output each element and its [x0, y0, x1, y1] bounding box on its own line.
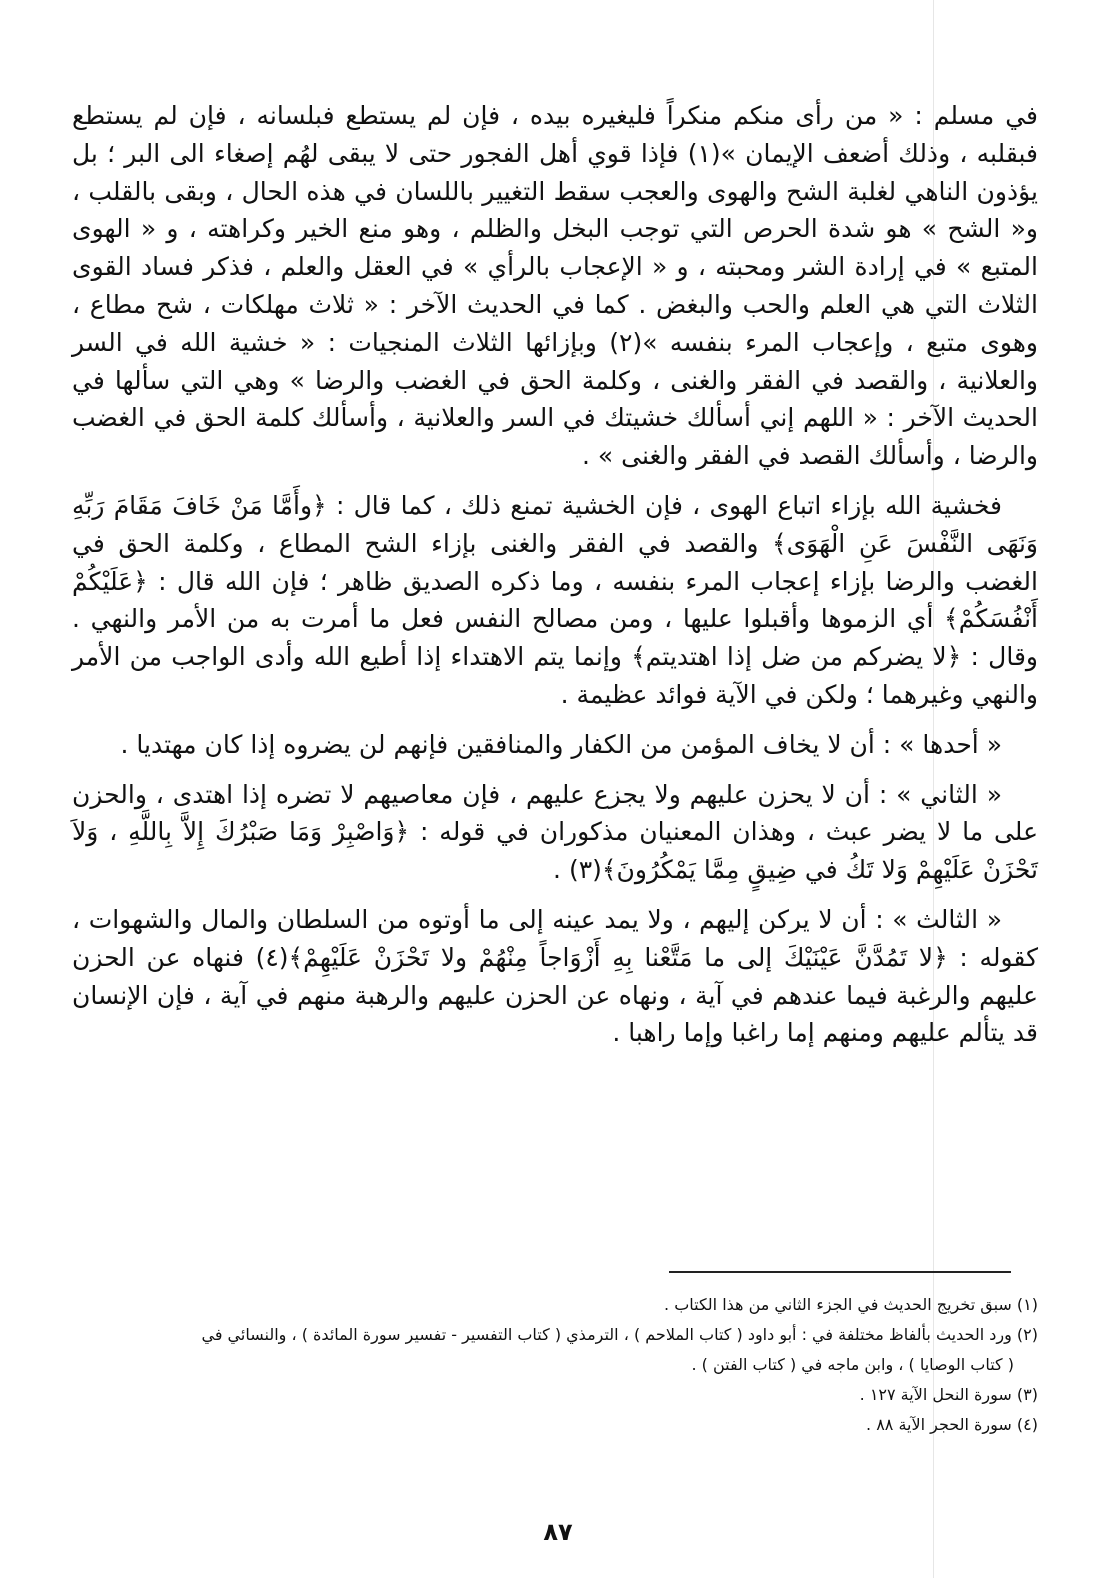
footnote-2: (٢) ورد الحديث بألفاظ مختلفة في : أبو داود ( كتاب الملاحم ) ، الترمذي ( كتاب التفسير - تفسير سورة المائدة ) ، والنسائي في	[201, 1325, 1038, 1344]
body-text	[72, 97, 1038, 1064]
footnote-separator	[669, 1271, 1011, 1273]
paragraph-4: « الثاني » : أن لا يحزن عليهم ولا يجزع عليهم ، فإن معاصيهم لا تضره إذا اهتدى ، والحزن على ما لا يضر عبث ، وهذان المعنيان مذكوران في قوله : ﴿وَاصْبِرْ وَمَا صَبْرُكَ إِلاَّ بِاللَّهِ ، وَلاَ تَحْزَنْ عَلَيْهِمْ وَلا تَكُ في ضِيقٍ مِمَّا يَمْكُرُونَ﴾(٣) .	[72, 779, 1038, 885]
footnote-3: (٣) سورة النحل الآية ١٢٧ .	[859, 1385, 1038, 1404]
footnote-1: (١) سبق تخريج الحديث في الجزء الثاني من هذا الكتاب .	[664, 1295, 1038, 1314]
page-number: ٨٧	[543, 1518, 573, 1546]
paragraph-1: في مسلم : « من رأى منكم منكراً فليغيره بيده ، فإن لم يستطع فبلسانه ، فإن لم يستطع فبقلبه ، وذلك أضعف الإيمان »(١) فإذا قوي أهل الفجور حتى لا يبقى لهُم إصغاء الى البر ؛ بل يؤذون الناهي لغلبة الشح والهوى والعجب سقط التغيير باللسان في هذه الحال ، وبقى بالقلب ، و« الشح » هو شدة الحرص التي توجب البخل والظلم ، وهو منع الخير وكراهته ، و « الهوى المتبع » في إرادة الشر ومحبته ، و « الإعجاب بالرأي » في العقل والعلم ، فذكر فساد القوى الثلاث التي هي العلم والحب والبغض . كما في الحديث الآخر : « ثلاث مهلكات ، شح مطاع ، وهوى متبع ، وإعجاب المرء بنفسه »(٢) وبإزائها الثلاث المنجيات : « خشية الله في السر والعلانية ، والقصد في الفقر والغنى ، وكلمة الحق في الغضب والرضا » وهي التي سألها في الحديث الآخر : « اللهم إني أسألك خشيتك في السر والعلانية ، وأسألك كلمة الحق في الغضب والرضا ، وأسألك القصد في الفقر والغنى » .	[72, 101, 1038, 471]
paragraph-2: فخشية الله بإزاء اتباع الهوى ، فإن الخشية تمنع ذلك ، كما قال : ﴿وأَمَّا مَنْ خَافَ مَقَامَ رَبِّهِ وَنَهَى النَّفْسَ عَنِ الْهَوَى﴾ والقصد في الفقر والغنى بإزاء الشح المطاع ، وكلمة الحق في الغضب والرضا بإزاء إعجاب المرء بنفسه ، وما ذكره الصديق ظاهر ؛ فإن الله قال : ﴿عَلَيْكُمْ أَنْفُسَكُمْ﴾ أي الزموها وأقبلوا عليها ، ومن مصالح النفس فعل ما أمرت به من الأمر والنهي . وقال : ﴿لا يضركم من ضل إذا اهتديتم﴾ وإنما يتم الاهتداء إذا أطيع الله وأدى الواجب من الأمر والنهي وغيرهما ؛ ولكن في الآية فوائد عظيمة .	[72, 490, 1038, 709]
paragraph-5: « الثالث » : أن لا يركن إليهم ، ولا يمد عينه إلى ما أوتوه من السلطان والمال والشهوات ، كقوله : ﴿لا تَمُدَّنَّ عَيْنَيْكَ إلى ما مَتَّعْنا بِهِ أَزْوَاجاً مِنْهُمْ ولا تَحْزَنْ عَلَيْهِمْ﴾(٤) فنهاه عن الحزن عليهم والرغبة فيما عندهم في آية ، ونهاه عن الحزن عليهم والرهبة منهم في آية ، فإن الإنسان قد يتألم عليهم ومنهم إما راغبا وإما راهبا .	[72, 904, 1038, 1048]
footnote-2-continuation: ( كتاب الوصايا ) ، وابن ماجه في ( كتاب الفتن ) .	[691, 1355, 1014, 1374]
paragraph-3: « أحدها » : أن لا يخاف المؤمن من الكفار والمنافقين فإنهم لن يضروه إذا كان مهتديا .	[120, 729, 1002, 759]
footnotes	[72, 1290, 1038, 1440]
footnote-4: (٤) سورة الحجر الآية ٨٨ .	[866, 1415, 1038, 1434]
